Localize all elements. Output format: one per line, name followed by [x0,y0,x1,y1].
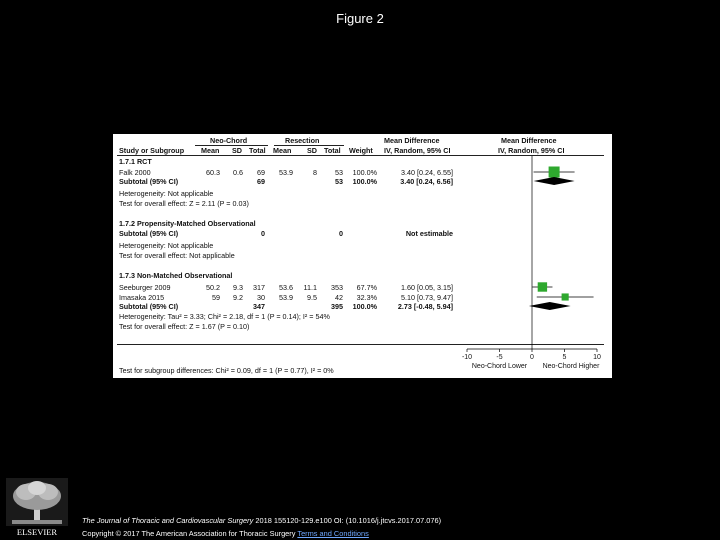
col-mean1: Mean [201,146,220,155]
col-total1: Total [249,146,266,155]
tick-label: -5 [496,354,503,361]
favours-right-label: Neo-Chord Higher [542,363,600,370]
study-name: Seeburger 2009 [119,283,171,292]
md-header: Mean Difference [384,136,440,145]
tick-label: 0 [530,354,534,361]
study-name: Falk 2000 [119,168,151,177]
heterogeneity-text: Heterogeneity: Tau² = 3.33; Chi² = 2.18, df = 1 (P = 0.14); I² = 54% [119,312,330,321]
col-sd1: SD [232,146,242,155]
section-heading: 1.7.2 Propensity-Matched Observational [119,219,256,228]
col-md-plot: IV, Random, 95% CI [498,146,565,155]
col-mean2: Mean [273,146,292,155]
group1-header: Neo-Chord [210,136,248,145]
elsevier-wordmark: ELSEVIER [16,527,58,537]
study-name: Imasaka 2015 [119,293,165,302]
footer-citation: The Journal of Thoracic and Cardiovascular Surgery 2018 155120-129.e100 OI: (10.1016/j.jtcvs.2017.07.076) [82,516,442,525]
terms-link[interactable]: Terms and Conditions [297,529,369,538]
figure-title: Figure 2 [336,11,384,26]
col-weight: Weight [349,146,373,155]
study-square [562,293,569,300]
group2-header: Resection [285,136,320,145]
md-plot-header: Mean Difference [501,136,557,145]
overall-effect-text: Test for overall effect: Z = 1.67 (P = 0.10) [119,322,250,331]
section-heading: 1.7.1 RCT [119,157,152,166]
subgroup-test-text: Test for subgroup differences: Chi² = 0.09, df = 1 (P = 0.77), I² = 0% [119,366,334,375]
overall-effect-text: Test for overall effect: Z = 2.11 (P = 0.03) [119,199,249,208]
tick-label: 10 [593,354,601,361]
summary-diamond [529,302,571,310]
forest-plot-chart [113,134,612,378]
forest-plot-figure: Neo-Chord Resection Mean Difference Mean Difference Study or Subgroup Mean SD Total Mean SD Total Weight IV, Random, 95% CI IV, Random, 95% CI 1.7.1 RCT Falk 2000 60.3 0.6 69 53.9 8 53 100.0% 3.40 [0.24, 6.55] Subtotal (95% CI) 69 53 100.0% 3.40 [0.24, 6.56] Heterogeneity: Not applicable Test for overall effect: Z = 2.11 (P = 0.03) 1.7.2 Propensity-Matched Observational Subtotal (95% CI) 0 0 Not estimable Heterogeneity: Not applicable Test for overall effect: Not applicable 1.7.3 Non-Matched Observational Seeburger 2009 50.2 9.3 317 53.6 11.1 353 67.7% 1.60 [0.05, 3.15] Imasaka 2015 59 9.2 30 53.9 9.5 42 32.3% 5.10 [0.73, 9.47] Subtotal (95% CI) 347 395 100.0% 2.73 [-0.48, 5.94] Heterogeneity: Tau² = 3.33; Chi² = 2.18, df = 1 (P = 0.14); I² = 54% Test for overall effect: Z = 1.67 (P = 0.10) Test for subgroup differences: Chi² = 0.09, df = 1 (P = 0.77), I² = 0% -10 -5 0 5 10 Neo-Chord Lower Neo-Chord Higher [113,134,612,378]
heterogeneity-text: Heterogeneity: Not applicable [119,241,214,250]
tick-label: 5 [562,354,567,361]
col-sd2: SD [307,146,317,155]
col-study: Study or Subgroup [119,146,185,155]
col-total2: Total [324,146,341,155]
study-square [549,167,560,178]
overall-effect-text: Test for overall effect: Not applicable [119,251,235,260]
heterogeneity-text: Heterogeneity: Not applicable [119,189,214,198]
study-square [538,282,547,291]
elsevier-tree-icon [6,478,68,538]
tick-label: -10 [461,354,473,361]
favours-left-label: Neo-Chord Lower [471,363,528,370]
col-md: IV, Random, 95% CI [384,146,451,155]
footer-copyright: Copyright © 2017 The American Association for Thoracic Surgery Terms and Conditions [82,529,369,538]
section-heading: 1.7.3 Non-Matched Observational [119,271,233,280]
summary-diamond [534,177,575,185]
